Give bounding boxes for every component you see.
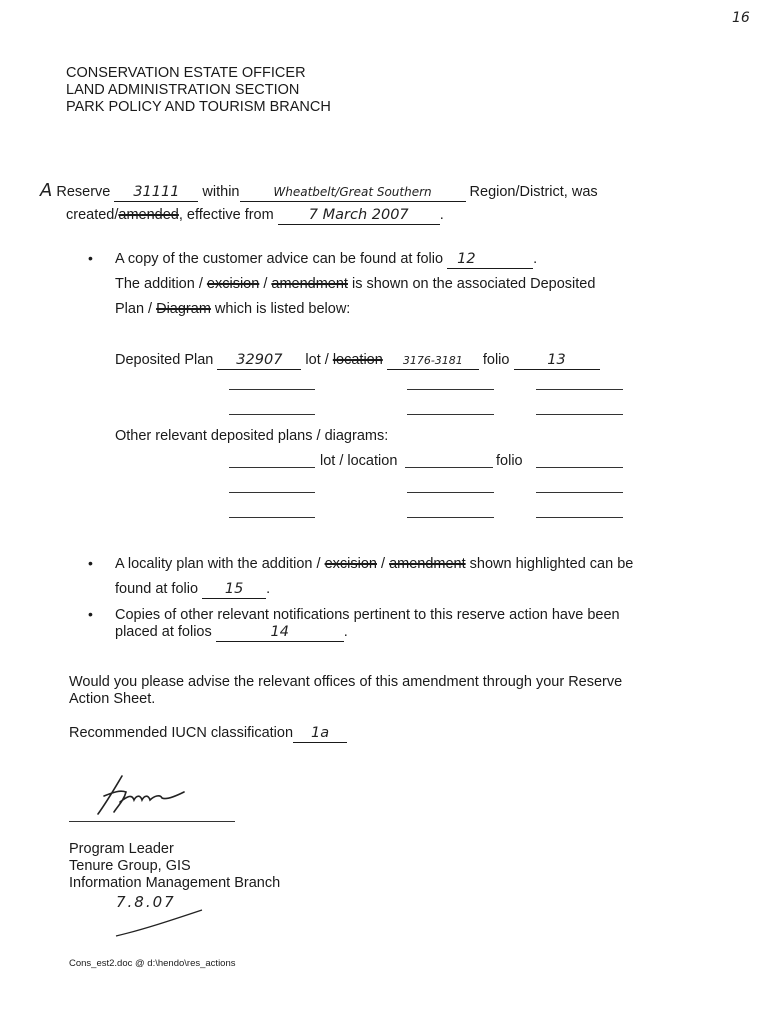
region-suffix: Region/District, was (469, 184, 598, 200)
blank-line (229, 467, 315, 468)
customer-advice-folio: 12 (447, 251, 533, 269)
amended-struck: amended (118, 207, 179, 223)
footer-file-path: Cons_est2.doc @ d:\hendo\res_actions (69, 958, 236, 969)
addition-text: The addition / (115, 276, 207, 292)
plan-text: Plan / (115, 301, 157, 317)
iucn-row (69, 725, 347, 743)
period: . (439, 207, 444, 223)
blank-line (229, 414, 315, 415)
locality-text: A locality plan with the addition / (115, 556, 325, 572)
blank-line (405, 467, 493, 468)
deposited-plan-row (115, 352, 600, 370)
slash-text: / (259, 276, 272, 292)
bullet1-line-1 (115, 251, 537, 269)
blank-line (536, 389, 623, 390)
date-underline-stroke (112, 906, 208, 940)
reserve-number: 31111 (114, 184, 198, 202)
bullet1-line-2 (115, 276, 595, 293)
header-line-2: LAND ADMINISTRATION SECTION (66, 82, 300, 98)
signature-graphic (80, 770, 210, 822)
blank-line (407, 492, 494, 493)
locality-folio: 15 (202, 581, 266, 599)
within-label: within (202, 184, 240, 200)
signatory-branch: Information Management Branch (69, 875, 281, 891)
blank-line (407, 517, 494, 518)
reserve-label: Reserve (56, 184, 111, 200)
blank-line (229, 517, 315, 518)
period: . (266, 581, 271, 597)
blank-line (536, 467, 623, 468)
amendment-struck: amendment (389, 556, 466, 572)
blank-line (229, 492, 315, 493)
bullet-dot: • (88, 250, 93, 266)
bullet3-line-1: Copies of other relevant notifications pertinent to this reserve action have been (115, 607, 620, 623)
created-label: created/ (66, 207, 119, 223)
other-lot-location-label: lot / location (320, 453, 398, 469)
handwritten-a-mark: A (40, 180, 53, 201)
blank-line (407, 389, 494, 390)
page-number: 16 (732, 10, 750, 26)
effective-date: 7 March 2007 (278, 207, 440, 225)
folio-label: folio (482, 352, 510, 368)
signatory-role: Program Leader (69, 841, 174, 857)
bullet1-line-3 (115, 301, 350, 318)
request-line-2: Action Sheet. (69, 691, 156, 707)
notifications-folios: 14 (216, 624, 344, 642)
deposited-plan-number: 32907 (217, 352, 301, 370)
region-name: Wheatbelt/Great Southern (240, 184, 466, 202)
signatory-group: Tenure Group, GIS (69, 858, 191, 874)
bullet2-line-2 (115, 581, 270, 599)
iucn-label: Recommended IUCN classification (69, 725, 294, 741)
bullet-dot: • (88, 606, 93, 622)
blank-line (536, 517, 623, 518)
header-line-3: PARK POLICY AND TOURISM BRANCH (66, 99, 331, 115)
customer-advice-text: A copy of the customer advice can be found at folio (115, 251, 444, 267)
slash-text: / (376, 556, 390, 572)
placed-at-folios-text: placed at folios (115, 624, 212, 640)
bullet2-line-1 (115, 556, 633, 573)
intro-line-1 (40, 182, 598, 202)
intro-line-2 (66, 207, 444, 225)
blank-line (229, 389, 315, 390)
header-line-1: CONSERVATION ESTATE OFFICER (66, 65, 306, 81)
listed-below-text: which is listed below: (210, 301, 351, 317)
request-line-1: Would you please advise the relevant offices of this amendment through your Reserve (69, 674, 623, 690)
blank-line (407, 414, 494, 415)
lot-value: 3176-3181 (387, 352, 479, 370)
excision-struck: excision (324, 556, 377, 572)
effective-label: , effective from (178, 207, 274, 223)
other-folio-label: folio (496, 453, 523, 469)
deposited-folio: 13 (514, 352, 600, 370)
amendment-struck: amendment (271, 276, 348, 292)
signature-line (69, 821, 235, 822)
bullet3-line-2 (115, 624, 348, 642)
location-struck: location (332, 352, 383, 368)
blank-line (536, 492, 623, 493)
excision-struck: excision (206, 276, 260, 292)
highlighted-text: shown highlighted can be (465, 556, 634, 572)
period: . (533, 251, 538, 267)
blank-line (536, 414, 623, 415)
lot-label: lot / (305, 352, 329, 368)
deposited-plan-label: Deposited Plan (115, 352, 214, 368)
period: . (343, 624, 348, 640)
sign-date: 7.8.07 (116, 893, 176, 911)
found-at-folio-text: found at folio (115, 581, 199, 597)
iucn-value: 1a (293, 725, 347, 743)
bullet-dot: • (88, 555, 93, 571)
deposited-text: is shown on the associated Deposited (347, 276, 596, 292)
diagram-struck: Diagram (156, 301, 211, 317)
other-plans-label: Other relevant deposited plans / diagrams: (115, 428, 389, 444)
